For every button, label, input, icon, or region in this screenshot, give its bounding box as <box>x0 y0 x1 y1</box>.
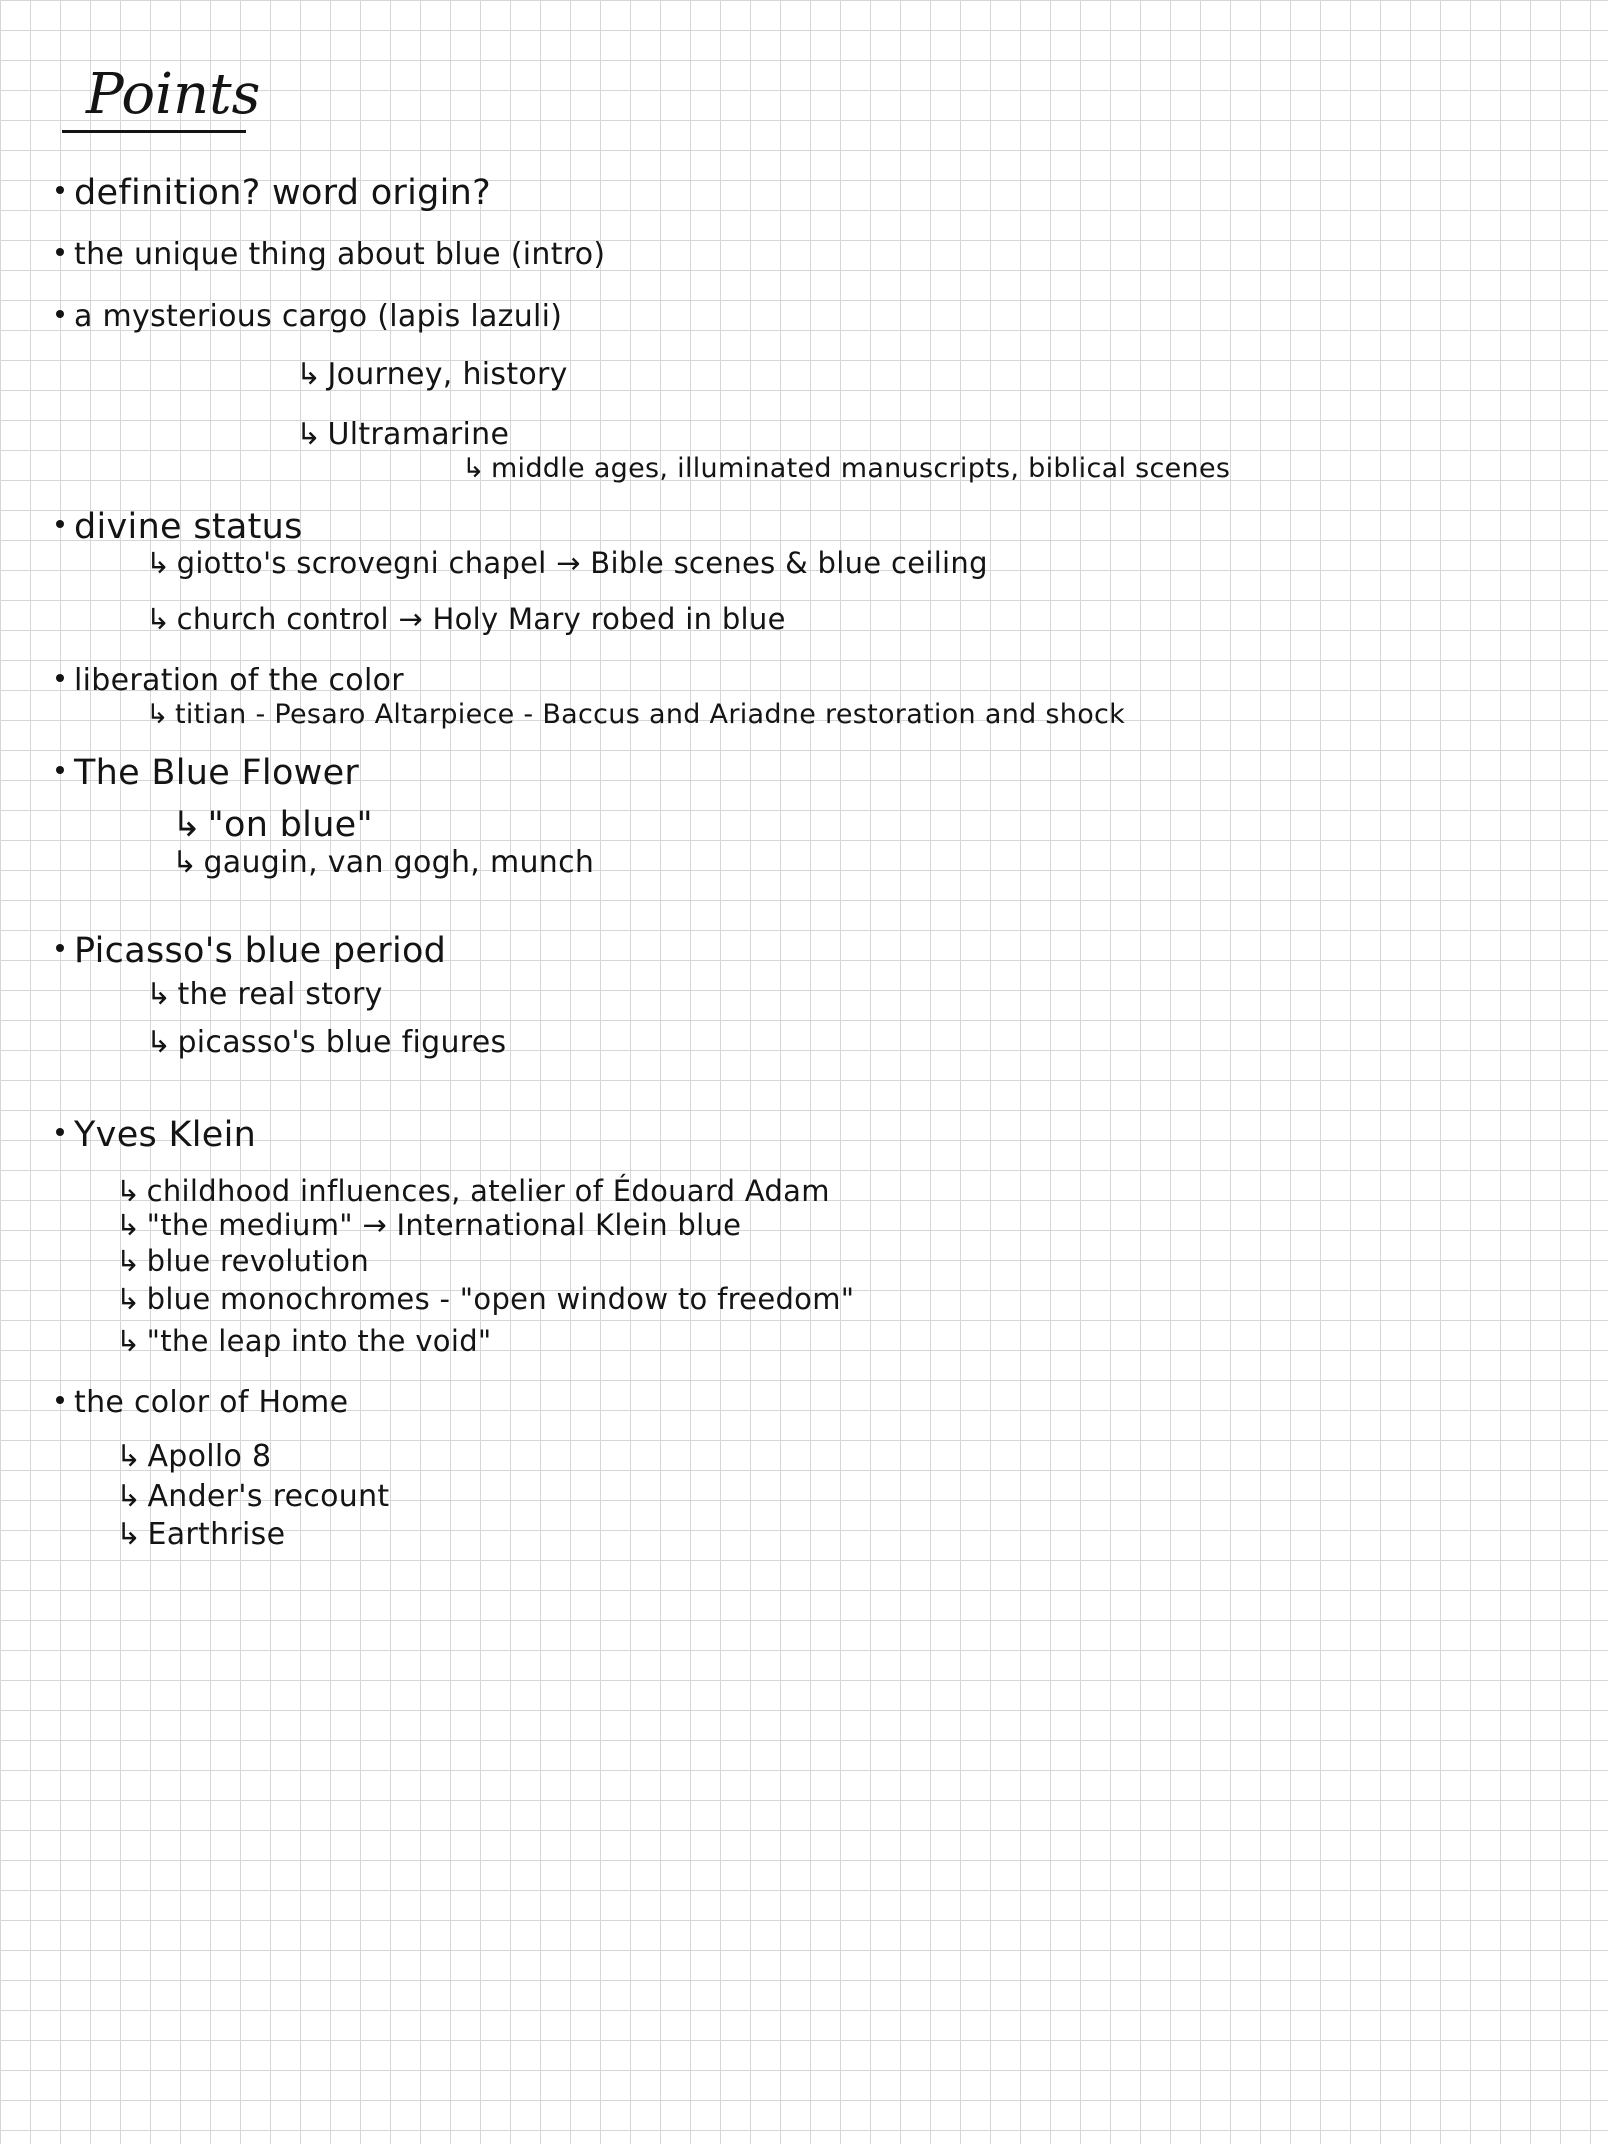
bullet-dot <box>56 186 64 194</box>
arrow-icon: ↳ <box>146 699 169 730</box>
arrow-icon: ↳ <box>116 1439 142 1474</box>
sub-item <box>172 806 373 845</box>
sub-item <box>116 1176 830 1208</box>
bullet-definition <box>56 174 491 213</box>
sub-item-label: blue monochromes - "open window to freedom" <box>146 1282 855 1316</box>
sub-item <box>146 604 786 636</box>
bullet-label: Yves Klein <box>74 1115 257 1155</box>
arrow-icon: ↳ <box>296 417 322 452</box>
arrow-icon: ↳ <box>462 453 485 484</box>
sub-item-label: Earthrise <box>147 1517 286 1552</box>
bullet-dot <box>56 766 64 774</box>
sub-item <box>146 700 1125 730</box>
sub-item-label: Apollo 8 <box>147 1439 272 1474</box>
bullet-liberation <box>56 664 404 697</box>
bullet-cargo <box>56 300 562 333</box>
sub-item <box>116 1518 285 1551</box>
sub-item-label: Ultramarine <box>327 417 510 452</box>
bullet-label: the unique thing about blue (intro) <box>74 237 606 272</box>
arrow-icon: ↳ <box>116 1174 141 1208</box>
sub-item-label: Journey, history <box>327 357 568 392</box>
sub-item <box>296 418 509 451</box>
bullet-intro <box>56 238 605 271</box>
bullet-dot <box>56 944 64 952</box>
bullet-dot <box>56 310 64 318</box>
sub-item <box>116 1440 271 1473</box>
page-title: Points <box>86 62 261 127</box>
sub-item-label: childhood influences, atelier of Édouard Adam <box>146 1174 830 1208</box>
bullet-label: a mysterious cargo (lapis lazuli) <box>74 299 563 334</box>
sub-item <box>172 846 594 879</box>
sub-item-label: "on blue" <box>207 805 373 845</box>
bullet-picasso <box>56 932 446 971</box>
sub-sub-item <box>462 454 1230 484</box>
sub-item-label: "the leap into the void" <box>146 1324 492 1358</box>
bullet-label: divine status <box>74 507 303 547</box>
bullet-dot <box>56 1396 64 1404</box>
bullet-label: Picasso's blue period <box>74 931 447 971</box>
sub-item-label: titian - Pesaro Altarpiece - Baccus and Ariadne restoration and shock <box>174 699 1126 730</box>
sub-item <box>116 1210 741 1242</box>
bullet-dot <box>56 248 64 256</box>
bullet-label: The Blue Flower <box>74 753 360 793</box>
arrow-icon: ↳ <box>116 1208 141 1242</box>
bullet-divine <box>56 508 303 547</box>
arrow-icon: ↳ <box>146 546 171 580</box>
sub-item <box>116 1284 854 1316</box>
arrow-icon: ↳ <box>172 845 198 880</box>
arrow-icon: ↳ <box>146 602 171 636</box>
bullet-home <box>56 1386 348 1419</box>
sub-item <box>146 1026 506 1059</box>
sub-item-label: giotto's scrovegni chapel → Bible scenes & blue ceiling <box>176 546 988 580</box>
sub-item <box>116 1246 369 1278</box>
arrow-icon: ↳ <box>296 357 322 392</box>
bullet-klein <box>56 1116 256 1155</box>
arrow-icon: ↳ <box>116 1479 142 1514</box>
bullet-dot <box>56 1128 64 1136</box>
arrow-icon: ↳ <box>146 977 172 1012</box>
sub-item-label: gaugin, van gogh, munch <box>203 845 595 880</box>
sub-item-label: middle ages, illuminated manuscripts, biblical scenes <box>490 453 1231 484</box>
bullet-flower <box>56 754 359 793</box>
sub-item-label: church control → Holy Mary robed in blue <box>176 602 786 636</box>
bullet-label: the color of Home <box>74 1385 349 1420</box>
sub-item <box>146 978 383 1011</box>
sub-item-label: the real story <box>177 977 383 1012</box>
bullet-dot <box>56 674 64 682</box>
sub-item <box>296 358 568 391</box>
arrow-icon: ↳ <box>172 805 202 845</box>
sub-item-label: picasso's blue figures <box>177 1025 507 1060</box>
arrow-icon: ↳ <box>116 1517 142 1552</box>
arrow-icon: ↳ <box>116 1244 141 1278</box>
sub-item-label: Ander's recount <box>147 1479 390 1514</box>
arrow-icon: ↳ <box>146 1025 172 1060</box>
bullet-dot <box>56 520 64 528</box>
bullet-label: definition? word origin? <box>74 173 492 213</box>
sub-item-label: "the medium" → International Klein blue <box>146 1208 742 1242</box>
bullet-label: liberation of the color <box>74 663 404 698</box>
title-underline <box>62 130 246 133</box>
sub-item <box>116 1326 492 1358</box>
arrow-icon: ↳ <box>116 1282 141 1316</box>
arrow-icon: ↳ <box>116 1324 141 1358</box>
sub-item <box>146 548 988 580</box>
sub-item <box>116 1480 390 1513</box>
sub-item-label: blue revolution <box>146 1244 370 1278</box>
